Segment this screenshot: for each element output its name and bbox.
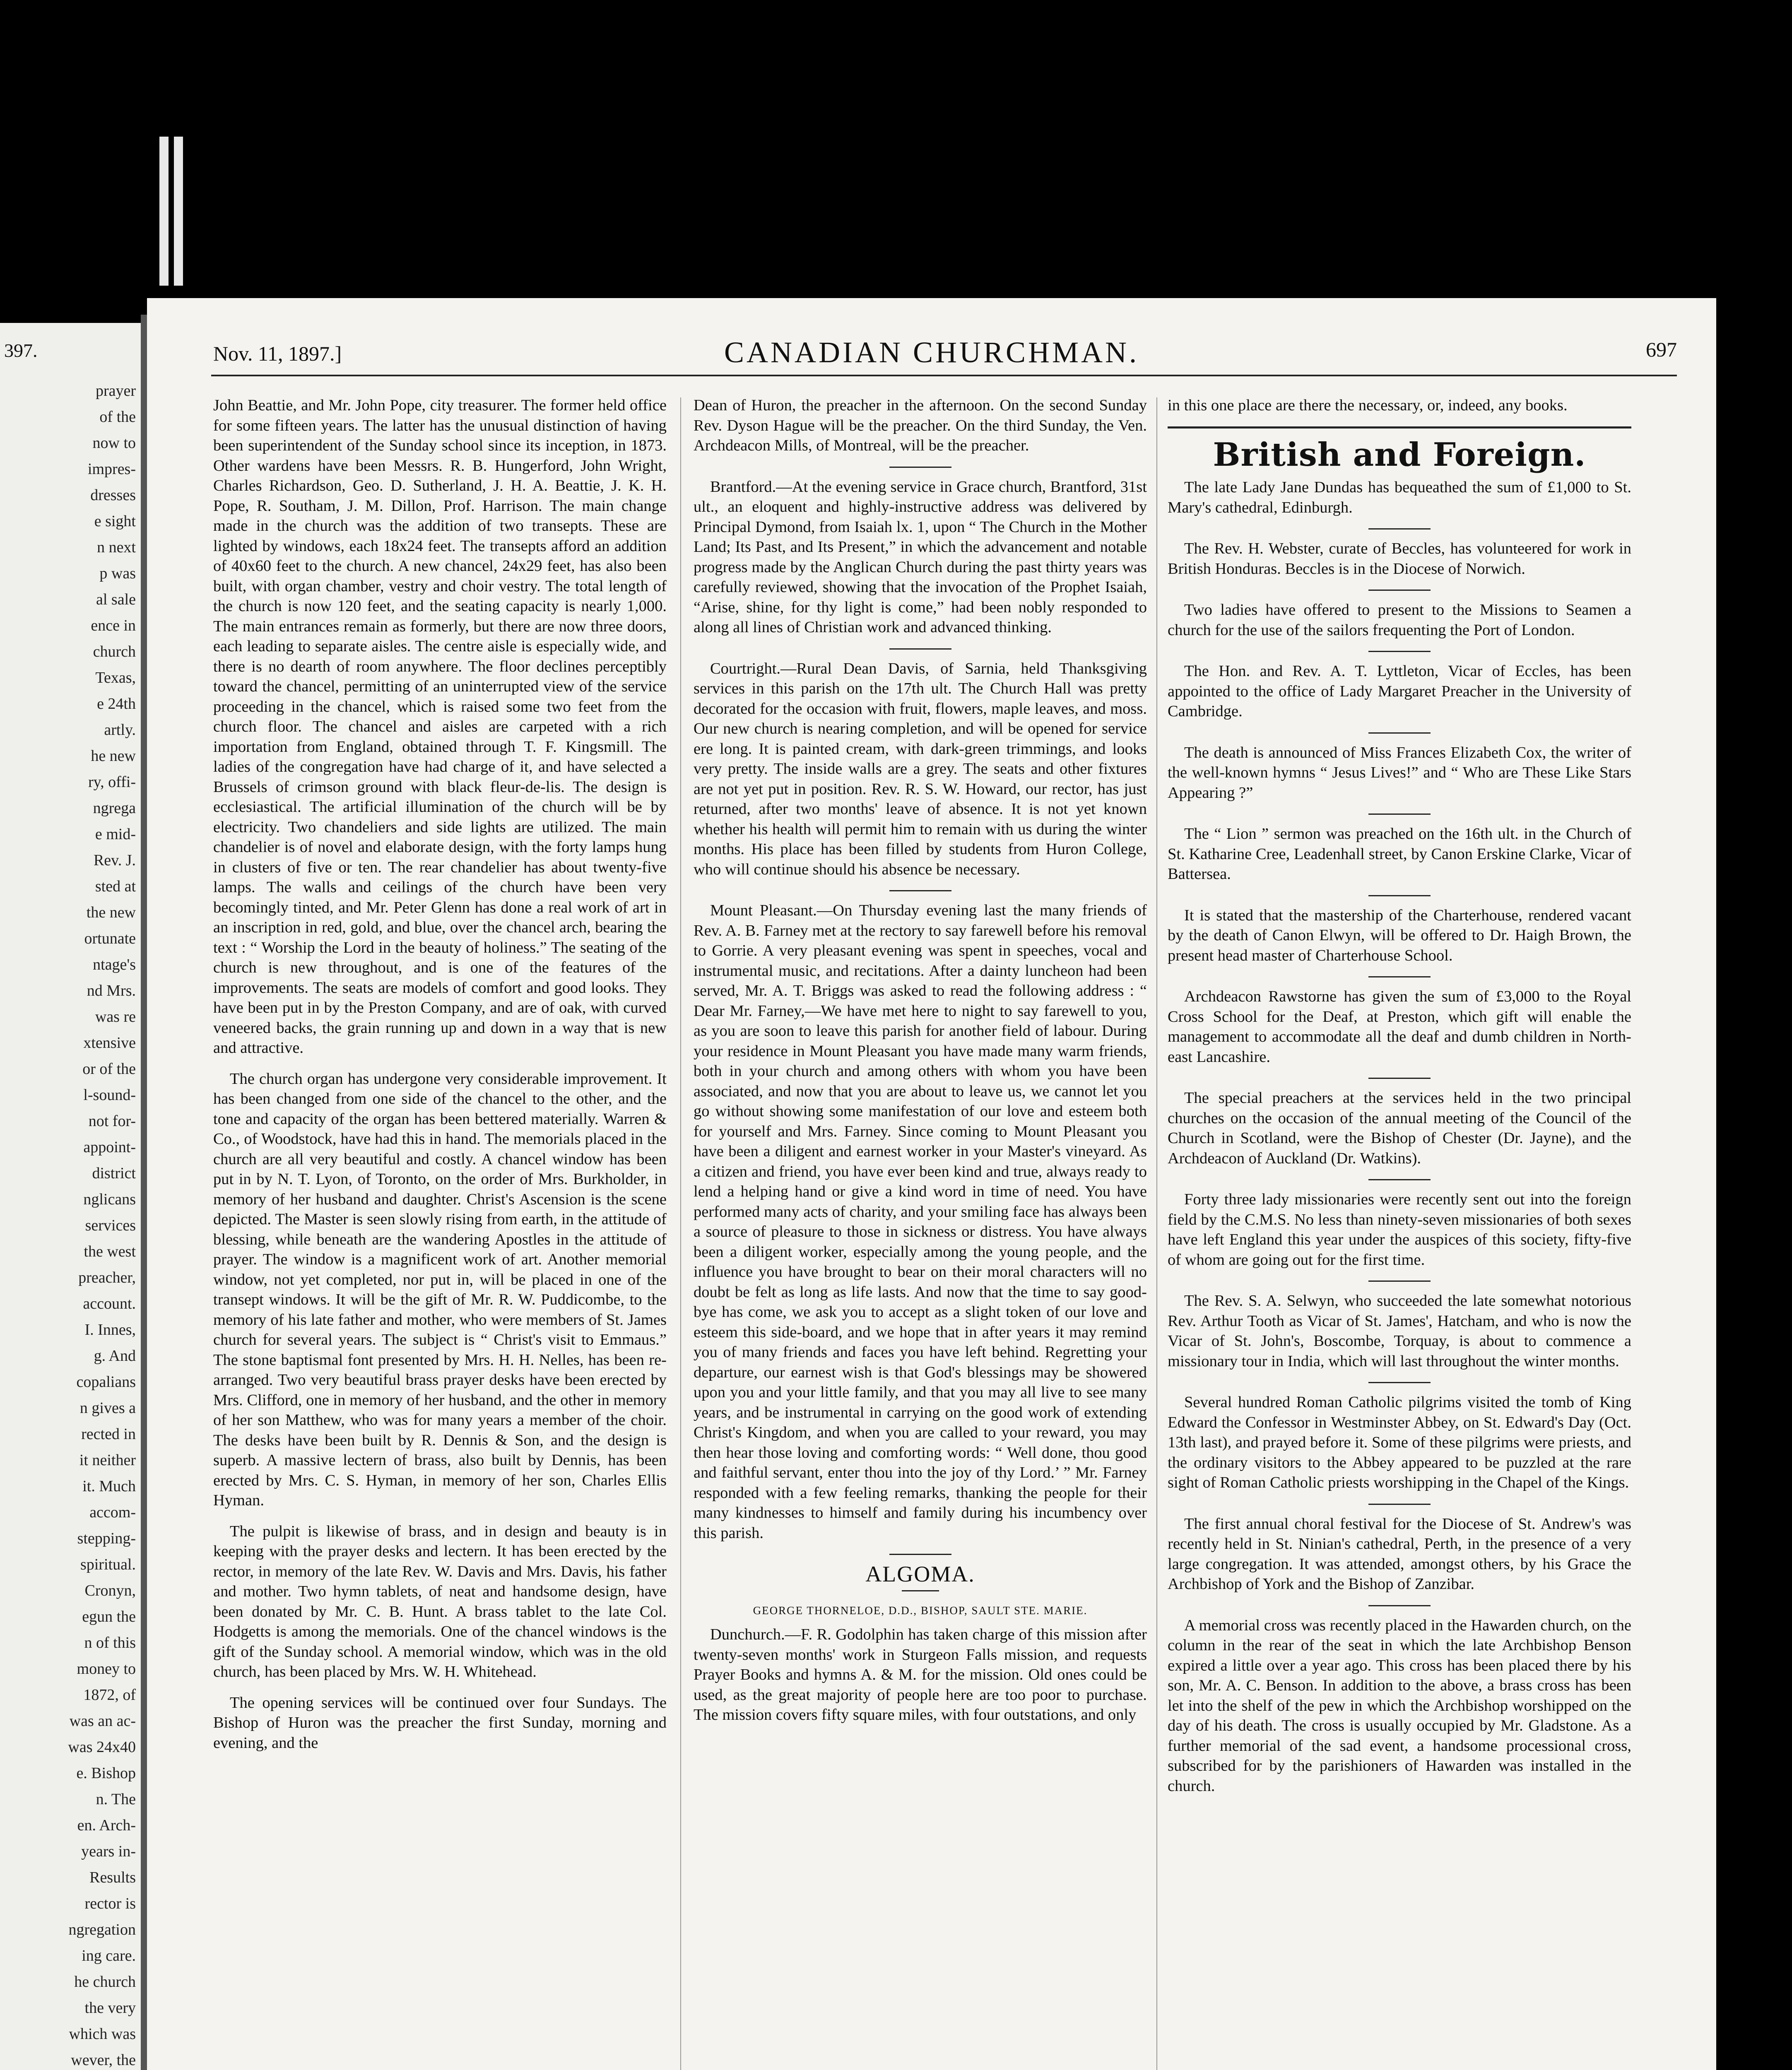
left-page-line: he church xyxy=(74,1973,136,1991)
binding-bar xyxy=(159,137,169,286)
masthead-title: CANADIAN CHURCHMAN. xyxy=(724,336,1139,369)
article-paragraph: in this one place are there the necessary, or, indeed, any books. xyxy=(1168,397,1568,414)
left-page-line: accom- xyxy=(89,1504,136,1521)
left-page-line: was an ac- xyxy=(69,1712,136,1730)
left-page-line: I. Innes, xyxy=(84,1321,136,1338)
left-page-line: Texas, xyxy=(95,669,136,686)
left-page-line: the very xyxy=(84,1999,136,2017)
left-page-line: preacher, xyxy=(78,1269,136,1286)
left-page-line: services xyxy=(85,1217,136,1234)
left-page-line: artly. xyxy=(104,721,136,739)
article-paragraph: Courtright.—Rural Dean Davis, of Sarnia, held Thanksgiving services in this parish on the 17th ult. The Church Hall was pretty decorated for the occasion with fruit, flowers, maple leaves, and moss. Our new church is nearing completion, and will be opened for service ere long. It is painted cream, with dark-green trimmings, and looks very pretty. The inside walls are a grey. The seats and other fixtures are not yet put in position. Rev. R. S. W. Howard, our rector, has just returned, after two months' leave of absence. It is not yet known whether his health will permit him to remain with us during the winter months. His place has been filled by students from Huron College, who will continue should his absence be necessary. xyxy=(694,660,1147,878)
left-page-line: impres- xyxy=(87,460,136,478)
left-page-line: account. xyxy=(83,1295,136,1312)
news-item: The special preachers at the services held in the two principal churches on the occasion of the annual meeting of the Council of the Church in Scotland, were the Bishop of Chester (Dr. Jayne), and the Archdeacon of Auckland (Dr. Watkins). xyxy=(1168,1089,1631,1167)
article-paragraph: The pulpit is likewise of brass, and in design and beauty is in keeping with the prayer desks and lectern. It has been erected by the rector, in memory of the late Rev. W. Davis and Mrs. Davis, his father and mother. Two hymn tablets, of neat and handsome design, have been donated by Mr. C. B. Hunt. A brass tablet to the late Col. Hodgetts is among the memorials. One of the chancel windows is the gift of the Sunday school. A memorial window, which was in the old church, has been placed by Mrs. W. H. Whitehead. xyxy=(213,1522,667,1680)
item-separator xyxy=(1368,651,1431,652)
left-page-line: e 24th xyxy=(97,695,136,712)
left-page-line: al sale xyxy=(96,591,136,608)
article-paragraph: The opening services will be continued over four Sundays. The Bishop of Huron was the preacher the first Sunday, morning and evening, and the xyxy=(213,1694,667,1752)
left-page-line: ngrega xyxy=(93,799,136,817)
item-separator xyxy=(902,1590,939,1591)
left-page-line: the new xyxy=(86,904,136,921)
item-separator xyxy=(889,890,951,891)
left-page-line: p was xyxy=(99,565,136,582)
left-page-line: l-sound- xyxy=(83,1086,136,1104)
left-page-line: e sight xyxy=(94,513,136,530)
item-separator xyxy=(1368,1281,1431,1282)
item-separator xyxy=(889,467,951,468)
left-page-line: ngregation xyxy=(68,1921,136,1938)
item-separator xyxy=(1368,895,1431,896)
page-number: 697 xyxy=(1646,338,1677,361)
news-item: The Rev. H. Webster, curate of Beccles, has volunteered for work in British Honduras. Beccles is in the Diocese of Norwich. xyxy=(1168,540,1631,578)
item-separator xyxy=(1368,1078,1431,1079)
column-3 xyxy=(1168,395,1631,1807)
left-page-line: not for- xyxy=(88,1112,136,1130)
left-page-line: was re xyxy=(95,1008,136,1025)
item-separator xyxy=(1368,1504,1431,1505)
left-page-line: dresses xyxy=(90,486,136,504)
binding-bar xyxy=(174,137,183,286)
left-page-line: ortunate xyxy=(84,930,136,947)
british-and-foreign-heading: British and Foreign. xyxy=(1213,436,1586,474)
item-separator xyxy=(1368,814,1431,815)
left-page-line: 1872, of xyxy=(83,1686,136,1704)
left-page-line: or of the xyxy=(82,1060,136,1078)
left-page-line: wever, the xyxy=(71,2051,136,2069)
left-page-line: nglicans xyxy=(83,1191,136,1208)
article-paragraph: Mount Pleasant.—On Thursday evening last the many friends of Rev. A. B. Farney met at the rectory to say farewell before his removal to Gorrie. A very pleasant evening was spent in speeches, vocal and instrumental music, and recitations. After a dainty luncheon had been served, Mr. A. T. Briggs was asked to read the following address : “ Dear Mr. Farney,—We have met here to night to say farewell to you, as you are soon to leave this parish for another field of labour. During your residence in Mount Pleasant you have made many warm friends, both in your church and among others with whom you have been associated, and now that you are about to leave us, we cannot let you go without showing some manifestation of our love and esteem both for yourself and Mrs. Farney. Since coming to Mount Pleasant you have been a diligent and earnest worker in your Master's vineyard. As a citizen and friend, you have ever been kind and true, always ready to lend a helping hand or give a kind word in time of need. You have performed many acts of charity, and your smiling face has always been a source of pleasure to those in sickness or distress. You have always been a diligent worker, especially among the young people, and the influence you have brought to bear on their moral characters will no doubt be felt as long as life lasts. And now that the time to say good-bye has come, we ask you to accept as a slight token of our love and esteem this side-board, and we hope that in after years it may remind you of many friends and faces you have left behind. Regretting your departure, our earnest wish is that God's blessings may be showered upon you and your little family, and that you may all live to see many years, and be instrumental in carrying on the good work of extending Christ's Kingdom, and when you are called to your reward, you may then hear those loving and comforting words: “ Well done, thou good and faithful servant, enter thou into the joy of thy Lord.’ ” Mr. Farney responded with a few feeling remarks, thanking the people for their many kindnesses to himself and family during his incumbency over this parish. xyxy=(694,902,1147,1542)
left-page-line: ntage's xyxy=(93,956,136,973)
left-page-line: spiritual. xyxy=(80,1556,136,1573)
newspaper-page xyxy=(147,298,1716,2070)
left-page-line: g. And xyxy=(94,1347,136,1365)
left-page-line: years in- xyxy=(81,1843,136,1860)
left-page-line: district xyxy=(92,1165,136,1182)
left-page-header: 397. xyxy=(4,340,38,361)
left-page-line: sted at xyxy=(95,878,136,895)
left-page-line: Rev. J. xyxy=(93,852,136,869)
left-page-line: of the xyxy=(99,408,136,426)
article-paragraph: Dunchurch.—F. R. Godolphin has taken charge of this mission after twenty-seven months' work in Sturgeon Falls mission, and requests Prayer Books and hymns A. & M. for the mission. Old ones could be used, as the great majority of people here are too poor to purchase. The mission covers fifty square miles, with four outstations, and only xyxy=(694,1626,1147,1723)
left-page-line: church xyxy=(93,643,136,660)
news-item: Two ladies have offered to present to the Missions to Seamen a church for the use of the sailors frequenting the Port of London. xyxy=(1168,601,1631,639)
left-page-line: ing care. xyxy=(82,1947,136,1964)
left-page-line: stepping- xyxy=(77,1530,136,1547)
article-paragraph: Dean of Huron, the preacher in the afternoon. On the second Sunday Rev. Dyson Hague will be the preacher. On the third Sunday, the Ven. Archdeacon Mills, of Montreal, will be the preacher. xyxy=(694,397,1147,454)
news-item: A memorial cross was recently placed in the Hawarden church, on the column in the rear of the seat in which the late Archbishop Benson expired a little over a year ago. This cross has been placed there by his son, Mr. A. C. Benson. In addition to the above, a brass cross has been let into the shelf of the pew in which the Archbishop worshipped on the day of his death. The cross is usually occupied by Mr. Gladstone. As a further memorial of the sad event, a handsome processional cross, subscribed for by the parishioners of Hawarden was installed in the church. xyxy=(1168,1616,1631,1795)
news-item: The death is announced of Miss Frances Elizabeth Cox, the writer of the well-known hymns “ Jesus Lives!” and “ Who are These Like Stars Appearing ?” xyxy=(1168,744,1631,802)
news-item: Archdeacon Rawstorne has given the sum of £3,000 to the Royal Cross School for the Deaf, at Preston, which gift will enable the management to accommodate all the deaf and dumb children in North-east Lancashire. xyxy=(1168,988,1631,1066)
news-item: Forty three lady missionaries were recently sent out into the foreign field by the C.M.S. No less than ninety-seven missionaries of both sexes have left England this year under the auspices of this society, fifty-five of whom are going out for the first time. xyxy=(1168,1191,1631,1268)
left-page-line: e. Bishop xyxy=(76,1764,136,1782)
news-item: It is stated that the mastership of the Charterhouse, rendered vacant by the death of Canon Elwyn, will be offered to Dr. Haigh Brown, the present head master of Charterhouse School. xyxy=(1168,906,1631,964)
left-page-line: en. Arch- xyxy=(77,1817,136,1834)
algoma-bishop-line: GEORGE THORNELOE, D.D., BISHOP, SAULT STE. MARIE. xyxy=(753,1604,1088,1617)
left-page-line: egun the xyxy=(82,1608,136,1625)
news-item: The Rev. S. A. Selwyn, who succeeded the late somewhat notorious Rev. Arthur Tooth as Vicar of St. James', Hatcham, and who is now the Vicar of St. John's, Boscombe, Torquay, is about to commence a missionary tour in India, which will last throughout the winter months. xyxy=(1168,1292,1631,1370)
article-paragraph: John Beattie, and Mr. John Pope, city treasurer. The former held office for some fifteen years. The latter has the unusual distinction of having been superintendent of the Sunday school since its inception, in 1873. Other wardens have been Messrs. R. B. Hungerford, John Wright, Charles Richardson, Geo. D. Sutherland, J. H. A. Beattie, J. K. H. Pope, R. Southam, J. M. Dillon, Prof. Harrison. The main change made in the church was the addition of two transepts. These are lighted by windows, each 18x24 feet. The transepts afford an addition of 40x60 feet to the church. A new chancel, 24x29 feet, has also been built, with organ chamber, vestry and choir vestry. The total length of the church is now 120 feet, and the seating capacity is nearly 1,000. The main entrances remain as formerly, but there are now three doors, each leading to separate aisles. The centre aisle is especially wide, and there is no dearth of room anywhere. The floor declines perceptibly toward the chancel, permitting of an uninterrupted view of the service proceeding in the chancel, which is raised some two feet from the church floor. The chancel and aisles are carpeted with a rich importation from England, obtained through T. F. Kingsmill. The ladies of the congregation have had charge of it, and have selected a Brussels of crimson ground with black fleur-de-lis. The design is ecclesiastical. The artificial illumination of the church will be by electricity. Two chandeliers and side lights are utilized. The main chandelier is of novel and elaborate design, with the forty lamps hung in clusters of five or ten. The rear chandelier has about twenty-five lamps. The walls and ceilings of the church have been very becomingly tinted, and Mr. Peter Glenn has done a real work of art in an inscription in red, gold, and blue, over the chancel arch, bearing the text : “ Worship the Lord in the beauty of holiness.” The seating of the church is new throughout, and is one of the features of the improvements. The seats are models of comfort and good looks. They have been put in by the Preston Company, and are of oak, with curved veneered backs, the grain running up and down in a way that is new and attractive. xyxy=(213,397,667,1057)
left-page-line: rected in xyxy=(81,1425,136,1443)
item-separator xyxy=(889,648,951,650)
left-page-line: Results xyxy=(89,1869,136,1886)
left-page-line: rector is xyxy=(84,1895,136,1912)
left-page-line: it. Much xyxy=(82,1478,136,1495)
article-paragraph: Brantford.—At the evening service in Grace church, Brantford, 31st ult., an eloquent and highly-instructive address was delivered by Principal Dymond, from Isaiah lx. 1, upon “ The Church in the Mother Land; Its Past, and Its Present,” in which the advancement and notable progress made by the Anglican Church during the past thirty years was carefully reviewed, showing that the invocation of the Prophet Isaiah, “Arise, shine, for thy light is come,” had been nobly responded to along all lines of Christian work and advanced thinking. xyxy=(694,478,1147,636)
column-divider xyxy=(680,397,681,2070)
news-item: The first annual choral festival for the Diocese of St. Andrew's was recently held in St. Ninian's cathedral, Perth, in the presence of a very large congregation. It was attended, amongst others, by his Grace the Archbishop of York and the Bishop of Zanzibar. xyxy=(1168,1515,1631,1593)
article-paragraph: The church organ has undergone very considerable improvement. It has been changed from one side of the chancel to the other, and the tone and capacity of the organ has been bettered materially. Warren & Co., of Woodstock, have had this in hand. The memorials placed in the church are all very beautiful and costly. A chancel window has been put in by N. T. Lyon, of Toronto, on the order of Mrs. Burkholder, in memory of her husband and daughter. Christ's Ascension is the scene depicted. The Master is seen slowly rising from earth, in the attitude of blessing, while beneath are the wandering Apostles in the attitude of prayer. The window is a magnificent work of art. Another memorial window, not yet completed, nor put in, will be placed in one of the transept windows. It will be the gift of Mr. R. W. Puddicombe, to the memory of his late father and mother, who were members of St. James church for several years. The subject is “ Christ's visit to Emmaus.” The stone baptismal font presented by Mrs. H. H. Nelles, has been re-arranged. Two very beautiful brass prayer desks have been erected by Mrs. Clifford, one in memory of her husband, and the other in memory of her son Matthew, who was for many years a member of the choir. The desks have been built by R. Dennis & Son, and the design is superb. A massive lectern of brass, also built by Dennis, has been erected by Mrs. C. S. Hyman, in memory of her son, Charles Ellis Hyman. xyxy=(213,1070,667,1509)
left-page-line: the west xyxy=(84,1243,136,1260)
item-separator xyxy=(1368,1605,1431,1606)
news-item: The Hon. and Rev. A. T. Lyttleton, Vicar of Eccles, has been appointed to the office of Lady Margaret Preacher in the University of Cambridge. xyxy=(1168,662,1631,720)
left-page-line: Cronyn, xyxy=(84,1582,136,1599)
section-rule xyxy=(1168,426,1631,428)
column-1 xyxy=(213,395,667,1764)
left-page-line: he new xyxy=(91,747,136,765)
left-page-line: ry, offi- xyxy=(88,773,136,791)
left-page-line: e mid- xyxy=(95,826,136,843)
column-divider xyxy=(1156,397,1157,2070)
left-page-line: copalians xyxy=(76,1373,136,1391)
item-separator xyxy=(1368,1382,1431,1383)
item-separator xyxy=(1368,528,1431,530)
left-page-line: ence in xyxy=(91,617,136,634)
british-and-foreign-items xyxy=(1168,477,1631,1796)
left-page-line: money to xyxy=(77,1660,136,1678)
item-separator xyxy=(889,1554,951,1555)
left-page-line: appoint- xyxy=(83,1138,136,1156)
item-separator xyxy=(1368,590,1431,591)
left-facing-page xyxy=(0,323,141,2070)
left-page-line: xtensive xyxy=(83,1034,136,1052)
news-item: The late Lady Jane Dundas has bequeathed the sum of £1,000 to St. Mary's cathedral, Edinburgh. xyxy=(1168,479,1631,516)
column-2 xyxy=(694,395,1147,1736)
left-page-line: n of this xyxy=(84,1634,136,1651)
left-page-line: prayer xyxy=(95,382,136,400)
left-page-line: n next xyxy=(97,539,136,556)
header-rule xyxy=(211,375,1677,376)
left-page-line: which was xyxy=(69,2025,136,2043)
issue-date: Nov. 11, 1897.] xyxy=(213,342,342,365)
item-separator xyxy=(1368,1179,1431,1180)
item-separator xyxy=(1368,976,1431,977)
left-page-line: n gives a xyxy=(79,1399,136,1417)
left-page-line: now to xyxy=(92,434,136,452)
item-separator xyxy=(1368,732,1431,734)
left-page-line: n. The xyxy=(96,1791,136,1808)
news-item: Several hundred Roman Catholic pilgrims visited the tomb of King Edward the Confessor in Westminster Abbey, on St. Edward's Day (Oct. 13th last), and prayed before it. Some of these pilgrims were priests, and the ordinary visitors to the Abbey appeared to be puzzled at the rare sight of Roman Catholic priests worshipping in the Chapel of the Kings. xyxy=(1168,1394,1631,1491)
left-page-line: was 24x40 xyxy=(68,1738,136,1756)
news-item: The “ Lion ” sermon was preached on the 16th ult. in the Church of St. Katharine Cree, Leadenhall street, by Canon Erskine Clarke, Vicar of Battersea. xyxy=(1168,825,1631,883)
left-page-line: it neither xyxy=(79,1451,136,1469)
left-page-line: nd Mrs. xyxy=(87,982,136,999)
algoma-heading: ALGOMA. xyxy=(865,1562,975,1586)
